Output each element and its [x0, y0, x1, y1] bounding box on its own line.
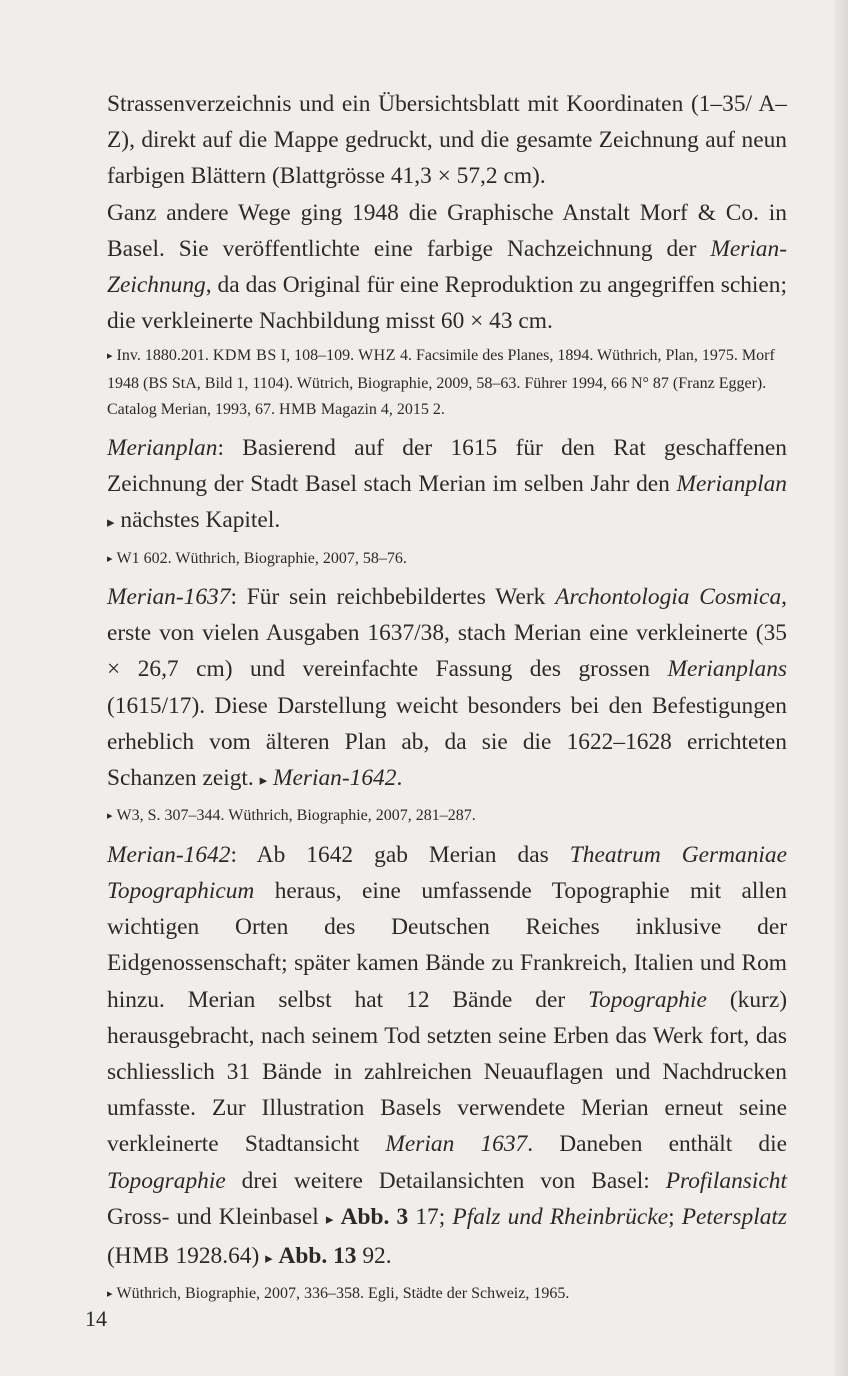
view-title: Pfalz und Rheinbrücke: [452, 1203, 669, 1230]
entry-merianplan: [107, 430, 787, 542]
figure-reference: Abb. 3: [340, 1203, 409, 1230]
intro-text: Strassenverzeichnis und ein Übersichtsblatt mit Koordinaten (1–35/ A–Z), direkt auf die Mappe gedruckt, und die gesamte Zeichnung auf neun farbigen Blättern (Blattgrösse 41,3 × 57,2 cm).: [107, 91, 787, 190]
figure-reference: Abb. 13: [278, 1242, 357, 1269]
arrow-icon: ▸: [107, 552, 113, 565]
entry-merian-1637: [107, 579, 787, 799]
arrow-icon: ▸: [265, 1250, 273, 1267]
paragraph-morf: [107, 195, 787, 340]
ref-text: Wüthrich, Biographie, 2007, 336–358. Egli, Städte der Schweiz, 1965.: [116, 1285, 570, 1303]
arrow-icon: ▸: [325, 1211, 334, 1228]
reference-4: [107, 1281, 787, 1309]
entry-text: drei weitere Detailansichten von Basel:: [225, 1167, 666, 1194]
work-title: Topographie: [588, 986, 707, 1013]
reference-2: [107, 546, 787, 574]
arrow-icon: ▸: [107, 1288, 113, 1301]
arrow-icon: ▸: [107, 810, 113, 823]
reference-3: [107, 803, 787, 831]
entry-text: (: [107, 1242, 115, 1269]
page-edge: [834, 0, 848, 1376]
work-title: Theatrum Germaniae Topographicum: [107, 841, 787, 904]
entry-term: Merianplan: [107, 434, 218, 461]
arrow-icon: ▸: [107, 515, 115, 532]
ref-text: W1 602. Wüthrich, Biographie, 2007, 58–76.: [116, 549, 407, 567]
entry-text: , erste von vielen Ausgaben 1637/38, stach Merian eine verkleinerte (35 × 26,7 cm) und vereinfachte Fassung des grossen: [107, 584, 787, 683]
paragraph-intro: [107, 86, 787, 195]
cross-reference: Merianplans: [667, 656, 787, 683]
work-title: Topographie: [107, 1167, 226, 1194]
ref-text: 4. Facsimile des Planes, 1894. Wüthrich, Plan, 1975. Morf 1948 (BS StA, Bild 1, 1104). Wütrich, Biographie, 2009, 58–63. Führer 1994, 66 N° 87 (Franz Egger). Catalog Merian, 1993, 67.: [107, 347, 775, 419]
entry-text: 92.: [356, 1242, 392, 1269]
reference-1: [107, 343, 787, 424]
cross-reference: Merian-1642: [273, 765, 397, 792]
entry-text: (kurz) herausgebracht, nach seinem Tod setzten seine Erben das Werk fort, das schliesslich 31 Bände in zahlreichen Neuauflagen und Nachdrucken umfasste. Zur Illustration Basels verwendete Merian erneut seine verkleinerte Stadtansicht: [107, 986, 787, 1158]
view-title: Profilansicht: [665, 1167, 787, 1194]
entry-text: 1928.64): [169, 1242, 266, 1269]
ref-abbr-hmb: HMB: [278, 401, 317, 419]
entry-text: : Für sein reichbebildertes Werk: [230, 584, 556, 611]
entry-text: : Ab 1642 gab Merian das: [230, 841, 570, 868]
arrow-icon: ▸: [259, 773, 268, 790]
ref-text: W3, S. 307–344. Wüthrich, Biographie, 2007, 281–287.: [116, 807, 476, 825]
entry-text: (1615/17). Diese Darstellung weicht besonders bei den Befestigungen erheblich vom älteren Plan ab, da sie die 1622–1628 errichteten Schanzen zeigt.: [107, 692, 787, 792]
entry-text: .: [396, 765, 403, 792]
entry-text: : Basierend auf der 1615 für den Rat geschaffenen Zeichnung der Stadt Basel stach Merian im selben Jahr den: [107, 434, 787, 498]
entry-text: nächstes Kapitel.: [114, 507, 281, 534]
ref-abbr-whz: WHZ: [358, 347, 396, 365]
cross-reference: Merianplan: [676, 471, 787, 498]
term-merian-zeichnung: Merian-Zeichnung: [107, 235, 787, 299]
page-number: 14: [85, 1306, 107, 1331]
cross-reference: Merian 1637: [385, 1131, 528, 1158]
entry-text: . Daneben enthält die: [527, 1131, 787, 1158]
entry-term: Merian-1642: [107, 841, 231, 868]
entry-text: heraus, eine umfassende Topographie mit allen wichtigen Orten des Deutschen Reiches inklusive der Eidgenossenschaft; später kamen Bände zu Frankreich, Italien und Rom hinzu. Merian selbst hat 12 Bände der: [107, 877, 787, 1013]
entry-text: ;: [668, 1203, 682, 1230]
ref-text: Inv. 1880.201.: [116, 347, 213, 365]
entry-term: Merian-1637: [107, 584, 231, 611]
entry-text: Gross- und Kleinbasel: [107, 1203, 326, 1230]
abbr-hmb: HMB: [114, 1242, 170, 1269]
ref-abbr-kdm: KDM BS: [212, 347, 277, 365]
morf-text: Ganz andere Wege ging 1948 die Graphische Anstalt Morf & Co. in Basel. Sie veröffentlichte eine farbige Nachzeichnung der: [107, 199, 787, 262]
arrow-icon: ▸: [107, 350, 113, 363]
ref-text: Magazin 4, 2015 2.: [316, 401, 445, 419]
ref-text: I, 108–109.: [276, 347, 359, 365]
entry-merian-1642: [107, 837, 787, 1277]
page-body: [107, 86, 787, 1315]
work-title: Archontologia Cosmica: [555, 584, 782, 611]
entry-text: 17;: [408, 1203, 446, 1230]
view-title: Petersplatz: [681, 1203, 787, 1230]
morf-text-end: , da das Original für eine Reproduktion zu angegriffen schien; die verkleinerte Nachbildung misst 60 × 43 cm.: [107, 272, 787, 335]
